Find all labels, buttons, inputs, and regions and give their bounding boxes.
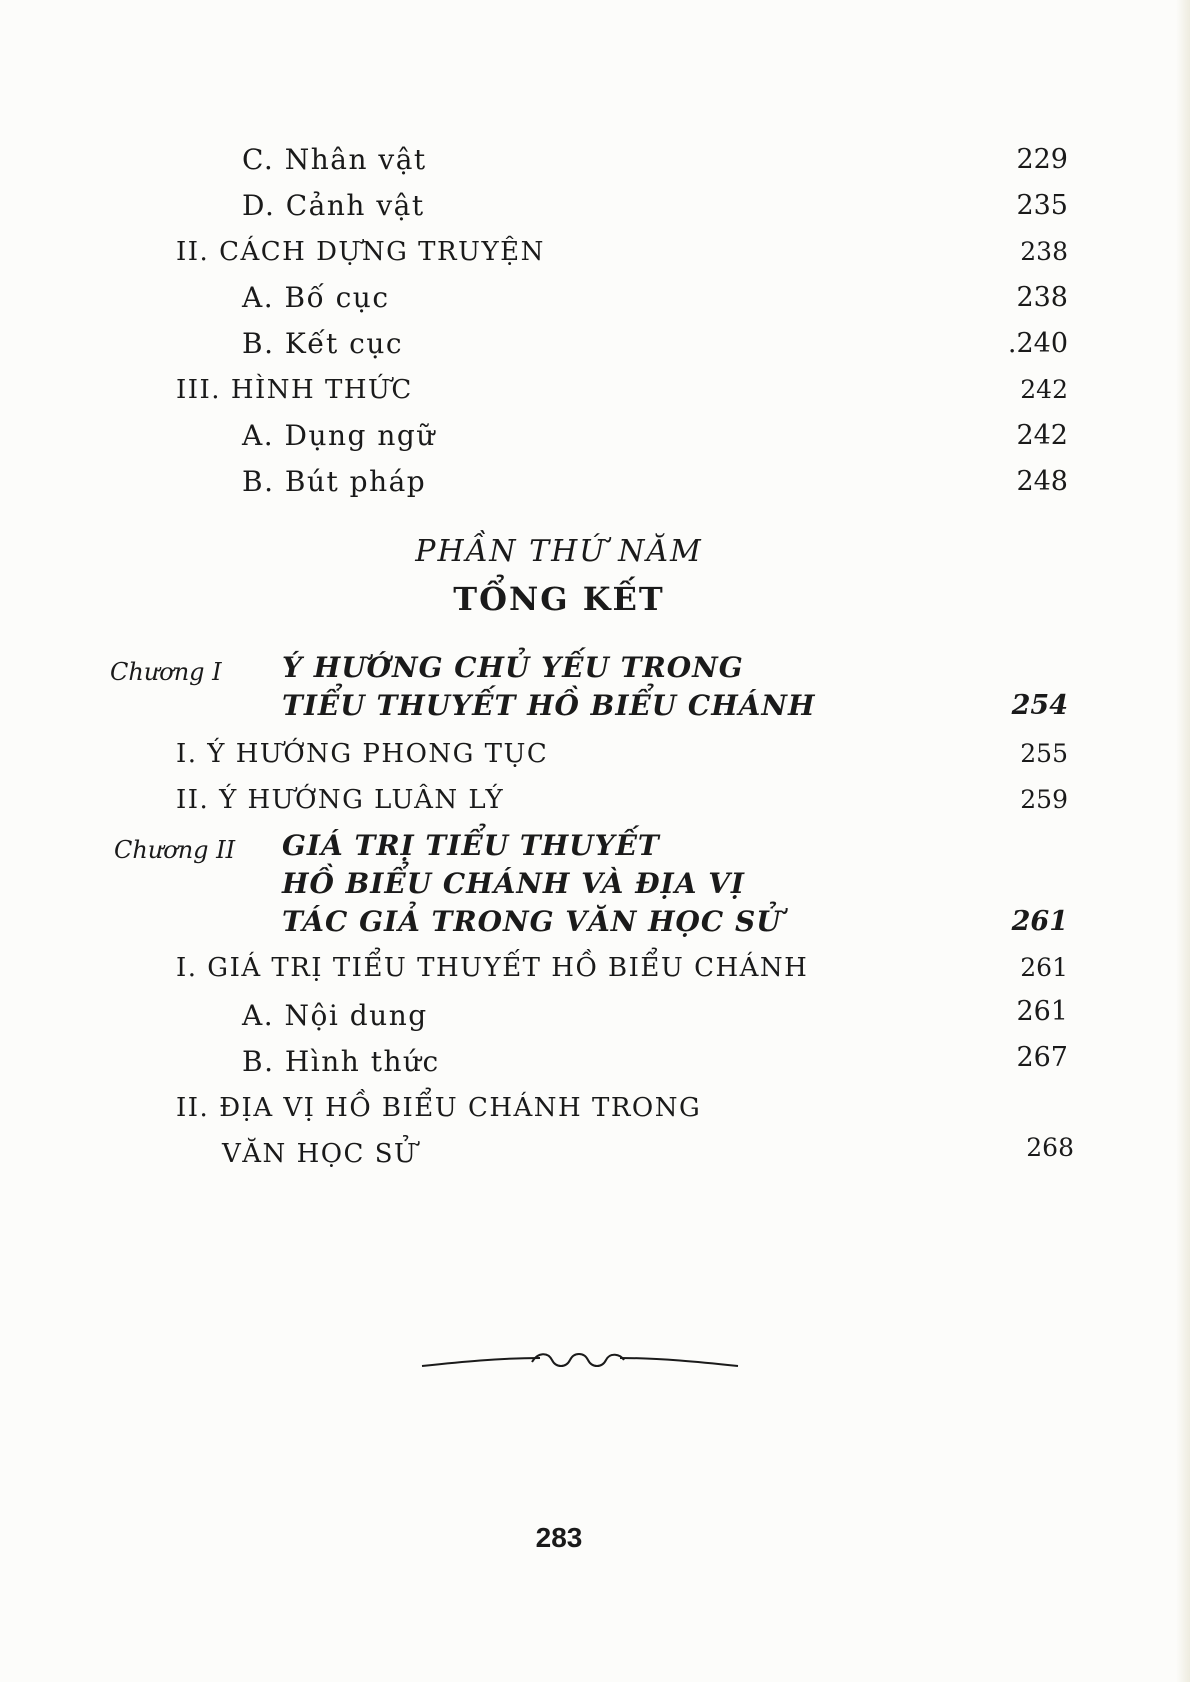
toc-entry-gia-tri-tieu-thuyet: I. GIÁ TRỊ TIỂU THUYẾT HỒ BIỂU CHÁNH bbox=[176, 953, 809, 983]
toc-entry-a-dung-ngu: A. Dụng ngữ bbox=[242, 419, 436, 452]
toc-page-238b: 238 bbox=[1016, 282, 1068, 313]
toc-entry-d-canh-vat: D. Cảnh vật bbox=[242, 189, 425, 222]
toc-page-235: 235 bbox=[1016, 190, 1068, 221]
decorative-flourish-icon bbox=[420, 1340, 740, 1380]
toc-page-261b: 261 bbox=[1016, 996, 1068, 1027]
chapter-2-title-line-1: GIÁ TRỊ TIỂU THUYẾT bbox=[282, 829, 660, 862]
toc-page-267: 267 bbox=[1016, 1042, 1068, 1073]
toc-page-238a: 238 bbox=[1020, 237, 1068, 266]
toc-page-261a: 261 bbox=[1020, 953, 1068, 982]
chapter-1-label: Chương I bbox=[110, 658, 222, 686]
toc-entry-b-but-phap: B. Bút pháp bbox=[242, 465, 427, 498]
toc-page-229: 229 bbox=[1016, 144, 1068, 175]
toc-entry-a-noi-dung: A. Nội dung bbox=[242, 999, 428, 1032]
chapter-1-page: 254 bbox=[1011, 690, 1068, 721]
toc-entry-cach-dung-truyen: II. CÁCH DỰNG TRUYỆN bbox=[176, 237, 545, 267]
chapter-2-label: Chương II bbox=[114, 836, 236, 864]
chapter-2-title-line-3: TÁC GIẢ TRONG VĂN HỌC SỬ bbox=[282, 905, 782, 938]
toc-page-248: 248 bbox=[1016, 466, 1068, 497]
part-subtitle: PHẦN THỨ NĂM bbox=[415, 534, 703, 569]
chapter-2-title-line-2: HỒ BIỂU CHÁNH VÀ ĐỊA VỊ bbox=[282, 867, 746, 900]
toc-entry-dia-vi-ho-bieu-chanh: II. ĐỊA VỊ HỒ BIỂU CHÁNH TRONG bbox=[176, 1093, 702, 1123]
toc-page-242a: 242 bbox=[1020, 375, 1068, 404]
toc-entry-c-nhan-vat: C. Nhân vật bbox=[242, 143, 427, 176]
toc-page-240: .240 bbox=[1007, 328, 1068, 359]
page-number: 283 bbox=[535, 1522, 583, 1553]
toc-entry-b-ket-cuc: B. Kết cục bbox=[242, 327, 404, 360]
toc-entry-van-hoc-su: VĂN HỌC SỬ bbox=[222, 1139, 418, 1169]
toc-entry-y-huong-phong-tuc: I. Ý HƯỚNG PHONG TỤC bbox=[176, 739, 549, 769]
page-edge bbox=[1176, 0, 1190, 1682]
chapter-1-title-line-2: TIỂU THUYẾT HỒ BIỂU CHÁNH bbox=[282, 689, 816, 722]
toc-page-268: 268 bbox=[1026, 1133, 1074, 1162]
toc-entry-hinh-thuc: III. HÌNH THỨC bbox=[176, 375, 413, 405]
part-title: TỔNG KẾT bbox=[453, 580, 665, 618]
toc-entry-a-bo-cuc: A. Bố cục bbox=[242, 281, 390, 314]
chapter-2-page: 261 bbox=[1011, 906, 1068, 937]
chapter-1-title-line-1: Ý HƯỚNG CHỦ YẾU TRONG bbox=[282, 651, 744, 684]
toc-entry-b-hinh-thuc: B. Hình thức bbox=[242, 1045, 440, 1078]
toc-page-259: 259 bbox=[1020, 785, 1068, 814]
toc-page-255: 255 bbox=[1020, 739, 1068, 768]
toc-entry-y-huong-luan-ly: II. Ý HƯỚNG LUÂN LÝ bbox=[176, 785, 505, 815]
toc-page-242b: 242 bbox=[1016, 420, 1068, 451]
